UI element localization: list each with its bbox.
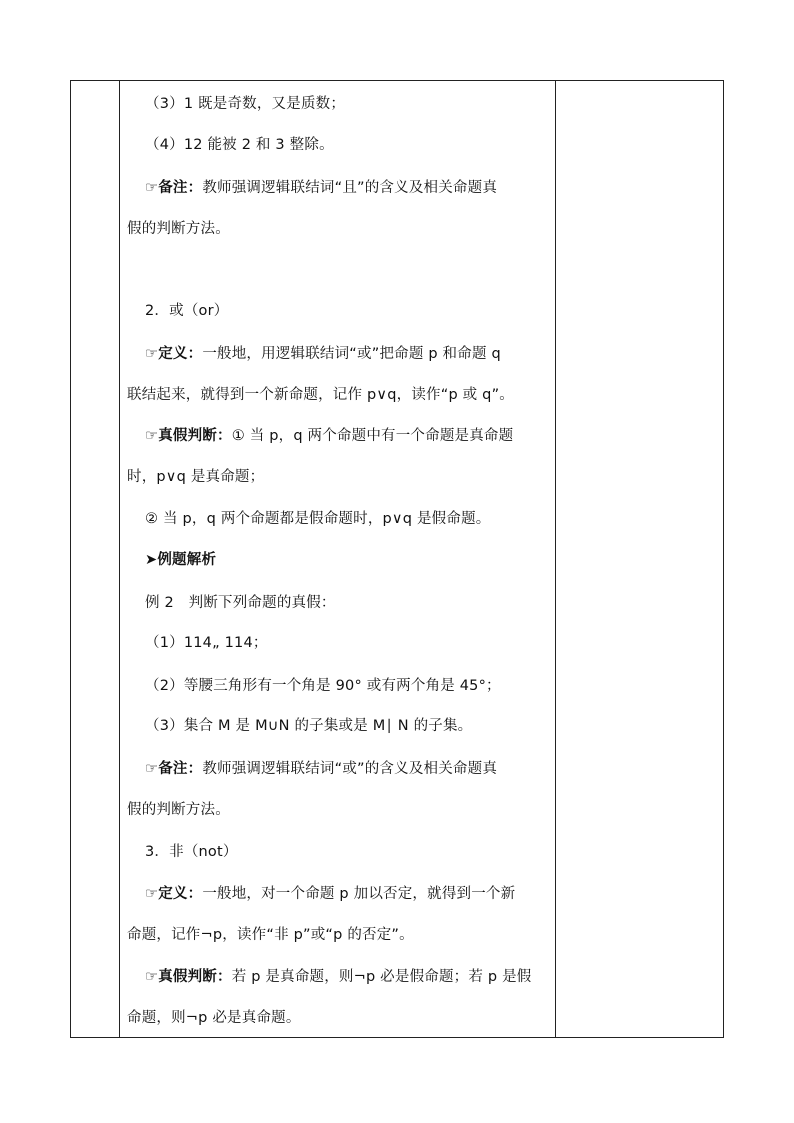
note-text: 教师强调逻辑联结词“或”的含义及相关命题真 [202,761,498,777]
note-text: 教师强调逻辑联结词“且”的含义及相关命题真 [202,180,498,196]
text-line: ② 当 p，q 两个命题都是假命题时，p∨q 是假命题。 [145,511,491,527]
judgement-text: 若 p 是真命题，则¬p 必是假命题；若 p 是假 [231,969,532,985]
definition-line [145,884,571,904]
judgement-line [145,426,571,446]
judgement-text: ① 当 p，q 两个命题中有一个命题是真命题 [231,428,514,444]
text-line: 假的判断方法。 [127,221,230,237]
judgement-line [145,967,571,987]
note-label: ☞备注： [145,761,203,777]
note-line [145,178,571,198]
judgement-label: ☞真假判断： [145,969,232,985]
text-line: 假的判断方法。 [127,802,230,818]
table-column-divider-left [119,81,120,1037]
definition-label: ☞定义： [145,886,203,902]
example-item: （3）集合 M 是 M∪N 的子集或是 M∣ N 的子集。 [145,718,473,734]
definition-text: 一般地，用逻辑联结词“或”把命题 p 和命题 q [202,346,501,362]
section-title: 3．非（not） [145,844,238,860]
example-item: （2）等腰三角形有一个角是 90° 或有两个角是 45°； [145,678,501,694]
text-line: 命题，则¬p 必是真命题。 [127,1010,301,1026]
example-heading: ➤例题解析 [145,552,217,568]
text-line: 时，p∨q 是真命题； [127,469,265,485]
judgement-label: ☞真假判断： [145,428,232,444]
text-line: （3）1 既是奇数，又是质数； [145,96,346,112]
text-line: （4）12 能被 2 和 3 整除。 [145,137,334,153]
definition-line [145,344,571,364]
note-line [145,759,571,779]
example-item: （1）114„ 114； [145,635,268,651]
text-line: 命题，记作¬p，读作“非 p”或“p 的否定”。 [127,927,414,943]
section-title: 2．或（or） [145,303,229,319]
definition-label: ☞定义： [145,346,203,362]
note-label: ☞备注： [145,180,203,196]
text-line: 联结起来，就得到一个新命题，记作 p∨q，读作“p 或 q”。 [127,387,514,403]
example-title: 例 2 判断下列命题的真假： [145,595,336,611]
definition-text: 一般地，对一个命题 p 加以否定，就得到一个新 [202,886,516,902]
